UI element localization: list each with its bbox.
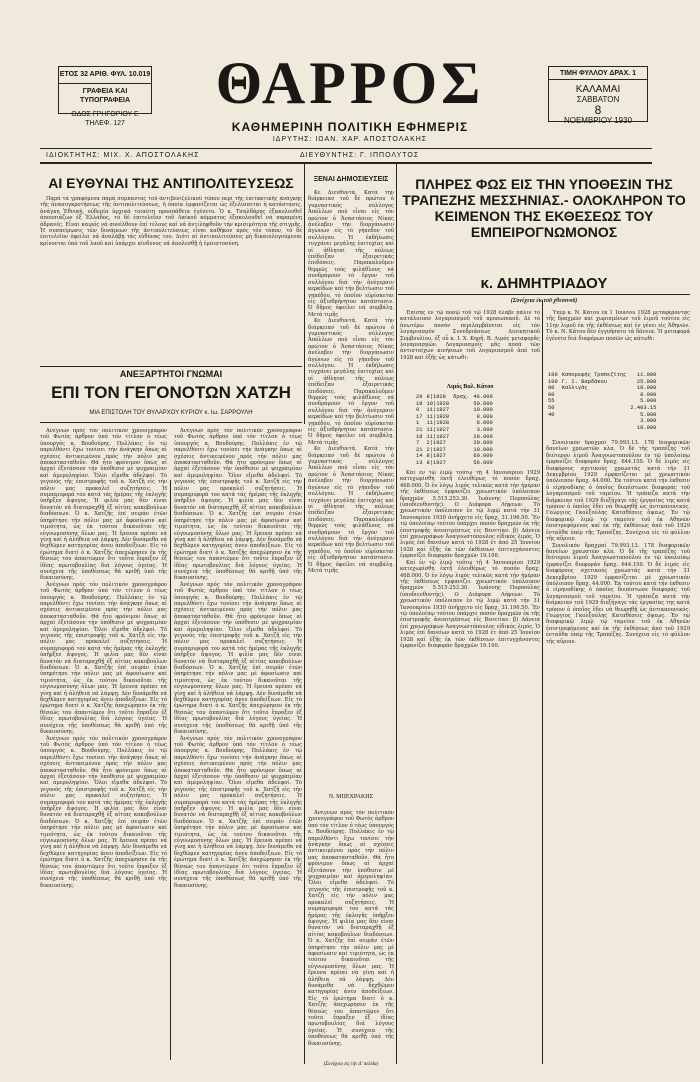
table2-cell: 10.000	[636, 424, 657, 431]
article3-body-left2: Καί ἐν τῷ λιμῷ τοῦτῳ τῇ 4 Ἰανουαρίου 1929 κατεχωρίσθη ἐκτῆ ἐλευθέρως τό ποσόν δραχ. 468.000. Ὁ ἐν λόγῳ λιμός τελικῶς κατά τήν ἡμέραν τῆς ἐκθέσεως ἐμφανίζει χρεωστικόν ὑπόλοιπον δραχμῶν 5.515.253.30. Ἰωάννης Πορπούλας (ὑποδιευθυντής). Ο Διάφορα Λήψεων. Τό χρεωστικόν ὑπόλοιπον ἐν τῷ λιμῷ κατά τήν 31 Ἰανουαρίου 1930 ἀνήρχετο εἰς δραχ. 31.196.50. Ἔν τῷ ὑπολοίπῳ τούτου ὑπάρχει ποσόν δραχμῶν ἐκ τῆς ἐπιστροφῆς ἀνεπιτρέπτως εἰς Βενετίαν. β) Δάνεια ἐπί χρεωγράφων Ἀναγνωστόπουλος εἰδικός λιμός. Ὁ λιμός ἐπί δανείων κατά τό 1928 ἐτ ἀπό 25 Ἰουνίου 1928 καί ἑξῆς ἐκ τῶν ἐκθέσεων ἐπιτυγχάνοντες ἐμφανίζει διαφοράν δραχμῶν 19.100. Καί ἐν τῷ λιμῷ τοῦτῳ τῇ 4 Ἰανουαρίου 1929 κατεχωρίσθη ἐκτῆ ἐλευθέρως τό ποσόν δραχ. 468.000. Ὁ ἐν λόγῳ λιμός τελικῶς κατά τήν ἡμέραν τῆς ἐκθέσεως ἐμφανίζει χρεωστικόν ὑπόλοιπον δραχμῶν 5.515.253.30. Ἰωάννης Πορπούλας (ὑποδιευθυντής). Ο Διάφορα Λήψεων. Τό χρεωστικόν ὑπόλοιπον ἐν τῷ λιμῷ κατά τήν 31 Ἰανουαρίου 1930 ἀνήρχετο εἰς δραχ. 31.196.50. Ἔν τῷ ὑπολοίπῳ τούτου ὑπάρχει ποσόν δραχμῶν ἐκ τῆς ἐπιστροφῆς ἀνεπιτρέπτως εἰς Βενετίαν. β) Δάνεια ἐπί χρεωγράφων Ἀναγνωστόπουλος εἰδικός λιμός. Ὁ λιμός ἐπί δανείων κατά τό 1928 ἐτ ἀπό 25 Ἰουνίου 1928 καί ἑξῆς ἐκ τῶν ἐκθέσεων ἐπιτυγχάνοντες ἐμφανίζει διαφοράν δραχμῶν 19.100.	[400, 470, 540, 649]
table2-cell: 10.000	[636, 385, 657, 392]
article3-headline: ΠΛΗΡΕΣ ΦΩΣ ΕΙΣ ΤΗΝ ΥΠΟΘΕΣΙΝ ΤΗΣ ΤΡΑΠΕΖΗΣ ΜΕΣΣΗΝΙΑΣ.- ΟΛΟΚΛΗΡΟΝ ΤΟ ΚΕΙΜΕΝΟΝ ΤΗΣ ΕΚΘΕΣΕΩΣ ΤΟΥ ΕΜΠΕΙΡΟΓΝΩΜΟΝΟΣ	[402, 176, 686, 240]
table1-cell: 2|1927	[426, 446, 446, 453]
table2-row	[546, 392, 658, 399]
article2-byline: ΜΙΑ ΕΠΙΣΤΟΛΗ ΤΟΥ ΘΥΛΑΡΧΟΥ ΚΥΡΙΟΥ κ. Ιω. ΣΑΡΡΟΥΛΗ	[89, 410, 253, 416]
table2-cell: Καπορεφής Τραπεζίτης	[561, 372, 627, 378]
director-line: ΔΙΕΥΘΥΝΤΗΣ: Γ. ΙΠΠΟΛΥΤΟΣ	[300, 152, 420, 159]
column1-signature: Ν. ΜΠΕΧΡΑΚΗΣ	[328, 794, 374, 800]
table2-cell: 100	[548, 372, 558, 378]
founder-line: ΙΔΡΥΤΗΣ: ΙΩΑΝ. ΧΑΡ. ΑΠΟΣΤΟΛΑΚΗΣ	[272, 136, 428, 143]
article3-table-title: Λιμός Βαλ. Κάτου	[446, 384, 494, 390]
table1-cell: 11|1928	[426, 413, 450, 420]
table1-row	[414, 447, 495, 454]
table1-cell: 11|1927	[426, 426, 450, 433]
table2-cell	[546, 418, 560, 425]
table1-cell: 46.000	[473, 394, 493, 400]
table2-cell: 25.000	[636, 378, 657, 385]
table2-row	[546, 372, 658, 379]
section-label: ΑΝΕΞΑΡΤΗΤΟΙ ΓΝΩΜΑΙ	[119, 369, 223, 379]
table2-cell	[560, 412, 629, 419]
table1-cell: 8|1928	[426, 394, 446, 400]
table1-row	[414, 420, 495, 427]
article2-body-col2: Ἀνέγνων πρός τόν πολιτικόν χρονογράφον τοῦ Φωτὸς ἀρθρον ὑπό τόν τίτλον ὁ τέως ὑπουργός κ. Βουδούρης. Πολλάκις ἐν τῷ παρελθόντι ἔχω τονίσει τήν ἀνάγκην ὅπως αἱ σχέσεις ἀντικειμένου πρός τήν πόλιν μας ἀποκατασταθοῦν. Θά ἦτο φρόνιμον ὅπως αἱ ἀρχαί ἐξετάσουν τήν ὑπόθεσιν μέ ψυχραιμίαν καί ἀμεροληψίαν. Ὅλοι εἴμεθα ἀδελφοί. Τό γεγονός τῆς ἐπιστροφῆς τοῦ κ. Χατζῆ εἰς τήν πόλιν μας προκαλεῖ συζητήσεις. Ἡ συμπεριφορά του κατά τάς ἡμέρας τῆς ἐκλογῆς ὑπῆρξεν ἄψογος. Ἡ φιλία μας δέν εἶναι δυνατόν νά διαταραχθῇ ἐξ αἰτίας κακοβούλων διαδόσεων. Ὁ κ. Χατζῆς ἐπί σειράν ἐτῶν ὑπηρέτησε τήν πόλιν μας μέ ἀφοσίωσιν καί τιμιότητα, ὡς ἐκ τούτου δικαιοῦται τῆς εὐγνωμοσύνης ὅλων μας. Ἡ ἔρευνα πρέπει νά γίνῃ καί ἡ ἀλήθεια νά λάμψῃ. Δέν δυνάμεθα νά δεχθῶμεν κατηγορίας ἀνευ ἀποδείξεων. Εἰς τό ἐρώτημα διατί ὁ κ. Χατζῆς ἀπεχώρησεν ἐκ τῆς θέσεώς του ἀπαντῶμεν ὅτι τοῦτο ἔπραξεν ἐξ ἰδίας πρωτοβουλίας διά λόγους ὑγείας. Ἡ συνέχεια τῆς ὑποθέσεως θά κριθῇ ὑπό τῆς δικαιοσύνης. Ἀνέγνων πρός τόν πολιτικόν χρονογράφον τοῦ Φωτὸς ἀρθρον ὑπό τόν τίτλον ὁ τέως ὑπουργός κ. Βουδούρης. Πολλάκις ἐν τῷ παρελθόντι ἔχω τονίσει τήν ἀνάγκην ὅπως αἱ σχέσεις ἀντικειμένου πρός τήν πόλιν μας ἀποκατασταθοῦν. Θά ἦτο φρόνιμον ὅπως αἱ ἀρχαί ἐξετάσουν τήν ὑπόθεσιν μέ ψυχραιμίαν καί ἀμεροληψίαν. Ὅλοι εἴμεθα ἀδελφοί. Τό γεγονός τῆς ἐπιστροφῆς τοῦ κ. Χατζῆ εἰς τήν πόλιν μας προκαλεῖ συζητήσεις. Ἡ συμπεριφορά του κατά τάς ἡμέρας τῆς ἐκλογῆς ὑπῆρξεν ἄψογος. Ἡ φιλία μας δέν εἶναι δυνατόν νά διαταραχθῇ ἐξ αἰτίας κακοβούλων διαδόσεων. Ὁ κ. Χατζῆς ἐπί σειράν ἐτῶν ὑπηρέτησε τήν πόλιν μας μέ ἀφοσίωσιν καί τιμιότητα, ὡς ἐκ τούτου δικαιοῦται τῆς εὐγνωμοσύνης ὅλων μας. Ἡ ἔρευνα πρέπει νά γίνῃ καί ἡ ἀλήθεια νά λάμψῃ. Δέν δυνάμεθα νά δεχθῶμεν κατηγορίας ἀνευ ἀποδείξεων. Εἰς τό ἐρώτημα διατί ὁ κ. Χατζῆς ἀπεχώρησεν ἐκ τῆς θέσεώς του ἀπαντῶμεν ὅτι τοῦτο ἔπραξεν ἐξ ἰδίας πρωτοβουλίας διά λόγους ὑγείας. Ἡ συνέχεια τῆς ὑποθέσεως θά κριθῇ ὑπό τῆς δικαιοσύνης. Ἀνέγνων πρός τόν πολιτικόν χρονογράφον τοῦ Φωτὸς ἀρθρον ὑπό τόν τίτλον ὁ τέως ὑπουργός κ. Βουδούρης. Πολλάκις ἐν τῷ παρελθόντι ἔχω τονίσει τήν ἀνάγκην ὅπως αἱ σχέσεις ἀντικειμένου πρός τήν πόλιν μας ἀποκατασταθοῦν. Θά ἦτο φρόνιμον ὅπως αἱ ἀρχαί ἐξετάσουν τήν ὑπόθεσιν μέ ψυχραιμίαν καί ἀμεροληψίαν. Ὅλοι εἴμεθα ἀδελφοί. Τό γεγονός τῆς ἐπιστροφῆς τοῦ κ. Χατζῆ εἰς τήν πόλιν μας προκαλεῖ συζητήσεις. Ἡ συμπεριφορά του κατά τάς ἡμέρας τῆς ἐκλογῆς ὑπῆρξεν ἄψογος. Ἡ φιλία μας δέν εἶναι δυνατόν νά διαταραχθῇ ἐξ αἰτίας κακοβούλων διαδόσεων. Ὁ κ. Χατζῆς ἐπί σειράν ἐτῶν ὑπηρέτησε τήν πόλιν μας μέ ἀφοσίωσιν καί τιμιότητα, ὡς ἐκ τούτου δικαιοῦται τῆς εὐγνωμοσύνης ὅλων μας. Ἡ ἔρευνα πρέπει νά γίνῃ καί ἡ ἀλήθεια νά λάμψῃ. Δέν δυνάμεθα νά δεχθῶμεν κατηγορίας ἀνευ ἀποδείξεων. Εἰς τό ἐρώτημα διατί ὁ κ. Χατζῆς ἀπεχώρησεν ἐκ τῆς θέσεώς του ἀπαντῶμεν ὅτι τοῦτο ἔπραξεν ἐξ ἰδίας πρωτοβουλίας διά λόγους ὑγείας. Ἡ συνέχεια τῆς ὑποθέσεως θά κριθῇ ὑπό τῆς δικαιοσύνης.	[174, 428, 302, 889]
table1-cell: 7	[416, 440, 420, 447]
table2-cell: 55	[548, 398, 555, 405]
table1-cell: 2|1927	[426, 440, 446, 447]
table1-row	[414, 394, 495, 401]
table1-cell: 18	[416, 433, 423, 440]
table2-cell: 40	[548, 411, 555, 418]
table2-row	[546, 405, 658, 412]
table1-cell	[451, 440, 471, 447]
table1-row	[414, 460, 495, 467]
table1-cell: 14	[416, 453, 423, 460]
article3-continues: (Συνέχεια εἰς τήν Δ' σελίδα)	[323, 1062, 379, 1067]
table1-cell: δραχ.	[453, 394, 470, 400]
price-label: ΤΙΜΗ ΦΥΛΛΟΥ ΔΡΑΧ. 1	[559, 70, 637, 77]
article3-name: κ. ΔΗΜΗΤΡΙΑΔΟΥ	[480, 275, 608, 292]
date-box	[548, 66, 648, 125]
column1-label: ΞΕΝΑΙ ΔΗΜΟΣΙΕΥΣΕΙΣ	[313, 176, 389, 183]
table1-cell: 10.000	[473, 407, 493, 414]
table1-cell: 20.000	[473, 440, 493, 447]
issue-number: ΕΤΟΣ 32 ΑΡΙΘ. ΦΥΛ. 10.019	[59, 71, 151, 78]
table2-cell	[546, 425, 560, 432]
table1-cell: 11|1927	[426, 407, 450, 414]
table2-cell: 5.000	[640, 398, 657, 405]
table1-cell: 1	[416, 420, 420, 427]
table1-cell: 9	[416, 407, 420, 414]
article2-headline: ΕΠΙ ΤΟΝ ΓΕΓΟΝΟΤΩΝ ΧΑΤΖΗ	[51, 383, 291, 402]
table1-cell: 11|1928	[426, 420, 450, 427]
city-label: ΚΑΛΑΜΑΙ	[575, 84, 621, 95]
table1-cell	[451, 447, 471, 454]
article3-body-right2: Συνολικόν δραχμαί 79.993.13. 178 διαφορικῶν δανείων χρεωστῶν κλπ. Ὁ δέ τῆς τραπέζης τοῦ δεύτερου λιμοῦ Ἀναγνωστοπούλου ἐν τῷ ὑπολοίπῳ ἐμφανίζει διαφοράν δραχ. 644.150. Ὁ δέ λιμός εἰς διαφόρους σχετικούς χρεωστάς κατά τήν 31 Δεκεμβρίου 1929 ἐμφανίζεται μέ χρεωστικόν ὑπόλοιπον δραχ. 44.000. Ἐκ τούτου κατά τήν ἐκθεσιν ὁ εἰρηνοδίκης ὁ ὁποῖος διεπίστωσε διαφοράς τοῦ λογαριασμοῦ τοῦ ταμείου. Ἡ τράπεζα κατά τήν διάρκειαν τοῦ 1929 διεξήγαγε τάς ἐργασίας της κατά τρόπον ὁ ὁποῖος ἔδει νά θεωρηθῇ ὡς ἀντικανονικός. Γεώργιος Γκολξούλης Καταθέσεις ὄψεως. Ἐν τῷ διαφορικῷ λιμῷ τῷ ταμείου τοῦ ἐκ Αθηνῶν ἐπιστρεφόμενος καί ἐκ τῆς ἐκθέσεως ἀπό τοῦ 1929 ἐνταῦθα ὑπέρ τῆς Τραπέζης. Συνέχεια εἰς τό φύλλον τῆς αὔριον. Συνολικόν δραχμαί 79.993.13. 178 διαφορικῶν δανείων χρεωστῶν κλπ. Ὁ δέ τῆς τραπέζης τοῦ δεύτερου λιμοῦ Ἀναγνωστοπούλου ἐν τῷ ὑπολοίπῳ ἐμφανίζει διαφοράν δραχ. 644.150. Ὁ δέ λιμός εἰς διαφόρους σχετικούς χρεωστάς κατά τήν 31 Δεκεμβρίου 1929 ἐμφανίζεται μέ χρεωστικόν ὑπόλοιπον δραχ. 44.000. Ἐκ τούτου κατά τήν ἐκθεσιν ὁ εἰρηνοδίκης ὁ ὁποῖος διεπίστωσε διαφοράς τοῦ λογαριασμοῦ τοῦ ταμείου. Ἡ τράπεζα κατά τήν διάρκειαν τοῦ 1929 διεξήγαγε τάς ἐργασίας της κατά τρόπον ὁ ὁποῖος ἔδει νά θεωρηθῇ ὡς ἀντικανονικός. Γεώργιος Γκολξούλης Καταθέσεις ὄψεως. Ἐν τῷ διαφορικῷ λιμῷ τῷ ταμείου τοῦ ἐκ Αθηνῶν ἐπιστρεφόμενος καί ἐκ τῆς ἐκθέσεως ἀπό τοῦ 1929 ἐνταῦθα ὑπέρ τῆς Τραπέζης. Συνέχεια εἰς τό φύλλον τῆς αὔριον.	[546, 440, 690, 645]
table2-cell: 11.000	[636, 372, 657, 378]
table2-cell: Γ. Ι. Βαρδάκου	[561, 378, 608, 385]
newspaper-title: ΘΑΡΡΟΣ	[215, 50, 485, 116]
table1-cell: 13	[416, 459, 423, 466]
table1-row	[414, 427, 495, 434]
table1-row	[414, 440, 495, 447]
table1-row	[414, 401, 495, 408]
column1-body: Κε Διευθυντά, Κατά τήν διάρκειαν τοῦ δέ πρώτου ὁ γυμναστικός σύλλογος Ἀπόλλων πού εἶναι εἰς τόν πρώτον ὁ Ἀναστάσιος Νίκας ἀνέλαβεν τήν διοργάνωσιν ἀγώνων εἰς τό γήπεδον τοῦ συλλόγου. Ἡ ἐκδήλωσις τυγχάνει μεγάλης ἐπιτυχίας καί οἱ ἀθληταί τῆς πόλεως ἐπέδειξαν ἐξαιρετικάς ἐπιδόσεις. Παρακαλοῦμεν θερμῶς τούς φιλάθλους νά συνδράμουν τό ἔργον τοῦ συλλόγου διά τήν ἀνέγερσιν κερκίδων καί τήν βελτίωσιν τοῦ γηπέδου, τό ὁποῖον εὑρίσκεται εἰς ἀξιοθρήνητον κατάστασιν. Ὁ δῆμος ὀφείλει νά συμβάλῃ. Μετά τιμῆς Κε Διευθυντά, Κατά τήν διάρκειαν τοῦ δέ πρώτου ὁ γυμναστικός σύλλογος Ἀπόλλων πού εἶναι εἰς τόν πρώτον ὁ Ἀναστάσιος Νίκας ἀνέλαβεν τήν διοργάνωσιν ἀγώνων εἰς τό γήπεδον τοῦ συλλόγου. Ἡ ἐκδήλωσις τυγχάνει μεγάλης ἐπιτυχίας καί οἱ ἀθληταί τῆς πόλεως ἐπέδειξαν ἐξαιρετικάς ἐπιδόσεις. Παρακαλοῦμεν θερμῶς τούς φιλάθλους νά συνδράμουν τό ἔργον τοῦ συλλόγου διά τήν ἀνέγερσιν κερκίδων καί τήν βελτίωσιν τοῦ γηπέδου, τό ὁποῖον εὑρίσκεται εἰς ἀξιοθρήνητον κατάστασιν. Ὁ δῆμος ὀφείλει νά συμβάλῃ. Μετά τιμῆς Κε Διευθυντά, Κατά τήν διάρκειαν τοῦ δέ πρώτου ὁ γυμναστικός σύλλογος Ἀπόλλων πού εἶναι εἰς τόν πρώτον ὁ Ἀναστάσιος Νίκας ἀνέλαβεν τήν διοργάνωσιν ἀγώνων εἰς τό γήπεδον τοῦ συλλόγου. Ἡ ἐκδήλωσις τυγχάνει μεγάλης ἐπιτυχίας καί οἱ ἀθληταί τῆς πόλεως ἐπέδειξαν ἐξαιρετικάς ἐπιδόσεις. Παρακαλοῦμεν θερμῶς τούς φιλάθλους νά συνδράμουν τό ἔργον τοῦ συλλόγου διά τήν ἀνέγερσιν κερκίδων καί τήν βελτίωσιν τοῦ γηπέδου, τό ὁποῖον εὑρίσκεται εἰς ἀξιοθρήνητον κατάστασιν. Ὁ δῆμος ὀφείλει νά συμβάλῃ. Μετά τιμῆς	[308, 190, 394, 574]
table1-cell	[451, 453, 471, 460]
table1-cell: 18	[416, 400, 423, 407]
table1-cell	[451, 401, 471, 408]
table1-cell: 10.000	[473, 446, 493, 453]
owner-line: ΙΔΙΟΚΤΗΤΗΣ: ΜΙΧ. Χ. ΑΠΟΣΤΟΛΑΚΗΣ	[46, 152, 200, 159]
table1-cell: 17	[416, 413, 423, 420]
table2-cell: 8.000	[640, 391, 657, 398]
day-number: 8	[594, 103, 602, 117]
table1-cell: 60.000	[473, 453, 493, 460]
table1-cell: 8|1927	[426, 459, 446, 466]
date-label: ΝΟΕΜΒΡΙΟΥ 1930	[563, 116, 633, 125]
article3-body-right: Ὑπέρ κ. Ν. Κάτου ἐκ 1 Ἰουνίου 1928 μεταφέροντας τῆς δραχμῶν καί χωρισμένων τοῦ λιμοῦ τούτου εἰς 11ην λιμοῦ ἐκ τῆς ἐκθέσεως καί ἐν γένει εἰς Ἀθηνῶν. Τό κ. Ν. Κάτου δέν ἐγγυήσατο τά δάνεια. Ἡ μεταφορά ἐγένετο διά διαφόρων ποσῶν ὡς κάτωθι:	[546, 310, 690, 342]
table2-cell: 80	[548, 391, 555, 398]
table1-row	[414, 434, 495, 441]
table1-cell: 8.000	[476, 413, 493, 420]
table2-cell	[560, 425, 629, 432]
article1-body: Παρά τά γραφόμενα παρά σύμπαντος τοῦ ἀντιβενιζελικοῦ τύπου περί τῆς ἐπιτακτικῆς ἀνάγκης τῆς ἀνασυγκροτήσεως τῆς ἀντιπολιτεύσεως, ἡ ὁποία ἐμφανίζεται ὡς ἐξελίσσεται ἡ κατάστασις, ἀνάγκη Ἐθνική, οὐδεμία ἀρχικά τοιαύτη προσπάθεια ἐγένετο. Ὁ κ. Τσαλδάρης ἐξακολουθεῖ ἀπουσιάζων ἐξ Ἑλλάδος, τό δέ ἐπιτελεῖον τοῦ Λαϊκοῦ κόμματος ἐξακολουθεῖ νά παραμένῃ ἀδρανές. Εἶναι καιρός νά συνέλθουν ἐπί τέλους καί νά ἀντιληφθοῦν τήν κρισιμότητα τῆς στιγμῆς. Ἡ συσπείρωσις τῶν δυνάμεων τῆς ἀντιπολιτεύσεως εἶναι καθῆκον πρός τόν τόπον, τό δέ ἐπιτελεῖον ὀφείλει νά ἀναλάβῃ τάς εὐθύνας του. Διότι αἱ ἀντιπολιτεύσεις μή δικαιολογούμεναι κρίνονται ὑπό τοῦ λαοῦ καί ὑπάρχει κίνδυνος νά ἀπολεσθῇ ἡ ἐμπιστοσύνη.	[40, 196, 302, 247]
table2-row	[546, 425, 658, 432]
table1-cell: 21	[416, 426, 423, 433]
table1-cell	[451, 434, 471, 441]
article1-headline: ΑΙ ΕΥΘΥΝΑΙ ΤΗΣ ΑΝΤΙΠΟΛΙΤΕΥΣΕΩΣ	[48, 175, 294, 191]
table1-cell	[451, 427, 471, 434]
table2-row	[546, 398, 658, 405]
table2-cell	[560, 392, 629, 399]
offices-label: ΓΡΑΦΕΙΑ ΚΑΙ ΤΥΠΟΓΡΑΦΕΙΑ	[79, 88, 131, 104]
table1-cell: 56.000	[473, 459, 493, 466]
article3-continued-from: (Συνέχεια ἐκ τοῦ χθεσινοῦ)	[510, 298, 578, 304]
table1-cell	[451, 420, 471, 427]
table1-cell	[451, 407, 471, 414]
table1-cell	[451, 414, 471, 421]
article3-table	[414, 394, 495, 467]
column1-body-more: Ἀνέγνων πρός τόν πολιτικόν χρονογράφον τοῦ Φωτὸς ἀρθρον ὑπό τόν τίτλον ὁ τέως ὑπουργός κ. Βουδούρης. Πολλάκις ἐν τῷ παρελθόντι ἔχω τονίσει τήν ἀνάγκην ὅπως αἱ σχέσεις ἀντικειμένου πρός τήν πόλιν μας ἀποκατασταθοῦν. Θά ἦτο φρόνιμον ὅπως αἱ ἀρχαί ἐξετάσουν τήν ὑπόθεσιν μέ ψυχραιμίαν καί ἀμεροληψίαν. Ὅλοι εἴμεθα ἀδελφοί. Τό γεγονός τῆς ἐπιστροφῆς τοῦ κ. Χατζῆ εἰς τήν πόλιν μας προκαλεῖ συζητήσεις. Ἡ συμπεριφορά του κατά τάς ἡμέρας τῆς ἐκλογῆς ὑπῆρξεν ἄψογος. Ἡ φιλία μας δέν εἶναι δυνατόν νά διαταραχθῇ ἐξ αἰτίας κακοβούλων διαδόσεων. Ὁ κ. Χατζῆς ἐπί σειράν ἐτῶν ὑπηρέτησε τήν πόλιν μας μέ ἀφοσίωσιν καί τιμιότητα, ὡς ἐκ τούτου δικαιοῦται τῆς εὐγνωμοσύνης ὅλων μας. Ἡ ἔρευνα πρέπει νά γίνῃ καί ἡ ἀλήθεια νά λάμψῃ. Δέν δυνάμεθα νά δεχθῶμεν κατηγορίας ἀνευ ἀποδείξεων. Εἰς τό ἐρώτημα διατί ὁ κ. Χατζῆς ἀπεχώρησεν ἐκ τῆς θέσεώς του ἀπαντῶμεν ὅτι τοῦτο ἔπραξεν ἐξ ἰδίας πρωτοβουλίας διά λόγους ὑγείας. Ἡ συνέχεια τῆς ὑποθέσεως θά κριθῇ ὑπό τῆς δικαιοσύνης.	[308, 810, 394, 1047]
table1-cell: 8.000	[476, 420, 493, 427]
table2-cell: 80	[548, 385, 555, 392]
table2-row	[546, 412, 658, 419]
table2-cell: 50	[548, 404, 555, 411]
table1-cell: 29	[416, 394, 423, 400]
day-label: ΣΑΒΒΑΤΟΝ	[576, 95, 620, 104]
article2-body-col1: Ἀνέγνων πρός τόν πολιτικόν χρονογράφον τοῦ Φωτὸς ἀρθρον ὑπό τόν τίτλον ὁ τέως ὑπουργός κ. Βουδούρης. Πολλάκις ἐν τῷ παρελθόντι ἔχω τονίσει τήν ἀνάγκην ὅπως αἱ σχέσεις ἀντικειμένου πρός τήν πόλιν μας ἀποκατασταθοῦν. Θά ἦτο φρόνιμον ὅπως αἱ ἀρχαί ἐξετάσουν τήν ὑπόθεσιν μέ ψυχραιμίαν καί ἀμεροληψίαν. Ὅλοι εἴμεθα ἀδελφοί. Τό γεγονός τῆς ἐπιστροφῆς τοῦ κ. Χατζῆ εἰς τήν πόλιν μας προκαλεῖ συζητήσεις. Ἡ συμπεριφορά του κατά τάς ἡμέρας τῆς ἐκλογῆς ὑπῆρξεν ἄψογος. Ἡ φιλία μας δέν εἶναι δυνατόν νά διαταραχθῇ ἐξ αἰτίας κακοβούλων διαδόσεων. Ὁ κ. Χατζῆς ἐπί σειράν ἐτῶν ὑπηρέτησε τήν πόλιν μας μέ ἀφοσίωσιν καί τιμιότητα, ὡς ἐκ τούτου δικαιοῦται τῆς εὐγνωμοσύνης ὅλων μας. Ἡ ἔρευνα πρέπει νά γίνῃ καί ἡ ἀλήθεια νά λάμψῃ. Δέν δυνάμεθα νά δεχθῶμεν κατηγορίας ἀνευ ἀποδείξεων. Εἰς τό ἐρώτημα διατί ὁ κ. Χατζῆς ἀπεχώρησεν ἐκ τῆς θέσεώς του ἀπαντῶμεν ὅτι τοῦτο ἔπραξεν ἐξ ἰδίας πρωτοβουλίας διά λόγους ὑγείας. Ἡ συνέχεια τῆς ὑποθέσεως θά κριθῇ ὑπό τῆς δικαιοσύνης. Ἀνέγνων πρός τόν πολιτικόν χρονογράφον τοῦ Φωτὸς ἀρθρον ὑπό τόν τίτλον ὁ τέως ὑπουργός κ. Βουδούρης. Πολλάκις ἐν τῷ παρελθόντι ἔχω τονίσει τήν ἀνάγκην ὅπως αἱ σχέσεις ἀντικειμένου πρός τήν πόλιν μας ἀποκατασταθοῦν. Θά ἦτο φρόνιμον ὅπως αἱ ἀρχαί ἐξετάσουν τήν ὑπόθεσιν μέ ψυχραιμίαν καί ἀμεροληψίαν. Ὅλοι εἴμεθα ἀδελφοί. Τό γεγονός τῆς ἐπιστροφῆς τοῦ κ. Χατζῆ εἰς τήν πόλιν μας προκαλεῖ συζητήσεις. Ἡ συμπεριφορά του κατά τάς ἡμέρας τῆς ἐκλογῆς ὑπῆρξεν ἄψογος. Ἡ φιλία μας δέν εἶναι δυνατόν νά διαταραχθῇ ἐξ αἰτίας κακοβούλων διαδόσεων. Ὁ κ. Χατζῆς ἐπί σειράν ἐτῶν ὑπηρέτησε τήν πόλιν μας μέ ἀφοσίωσιν καί τιμιότητα, ὡς ἐκ τούτου δικαιοῦται τῆς εὐγνωμοσύνης ὅλων μας. Ἡ ἔρευνα πρέπει νά γίνῃ καί ἡ ἀλήθεια νά λάμψῃ. Δέν δυνάμεθα νά δεχθῶμεν κατηγορίας ἀνευ ἀποδείξεων. Εἰς τό ἐρώτημα διατί ὁ κ. Χατζῆς ἀπεχώρησεν ἐκ τῆς θέσεώς του ἀπαντῶμεν ὅτι τοῦτο ἔπραξεν ἐξ ἰδίας πρωτοβουλίας διά λόγους ὑγείας. Ἡ συνέχεια τῆς ὑποθέσεως θά κριθῇ ὑπό τῆς δικαιοσύνης. Ἀνέγνων πρός τόν πολιτικόν χρονογράφον τοῦ Φωτὸς ἀρθρον ὑπό τόν τίτλον ὁ τέως ὑπουργός κ. Βουδούρης. Πολλάκις ἐν τῷ παρελθόντι ἔχω τονίσει τήν ἀνάγκην ὅπως αἱ σχέσεις ἀντικειμένου πρός τήν πόλιν μας ἀποκατασταθοῦν. Θά ἦτο φρόνιμον ὅπως αἱ ἀρχαί ἐξετάσουν τήν ὑπόθεσιν μέ ψυχραιμίαν καί ἀμεροληψίαν. Ὅλοι εἴμεθα ἀδελφοί. Τό γεγονός τῆς ἐπιστροφῆς τοῦ κ. Χατζῆ εἰς τήν πόλιν μας προκαλεῖ συζητήσεις. Ἡ συμπεριφορά του κατά τάς ἡμέρας τῆς ἐκλογῆς ὑπῆρξεν ἄψογος. Ἡ φιλία μας δέν εἶναι δυνατόν νά διαταραχθῇ ἐξ αἰτίας κακοβούλων διαδόσεων. Ὁ κ. Χατζῆς ἐπί σειράν ἐτῶν ὑπηρέτησε τήν πόλιν μας μέ ἀφοσίωσιν καί τιμιότητα, ὡς ἐκ τούτου δικαιοῦται τῆς εὐγνωμοσύνης ὅλων μας. Ἡ ἔρευνα πρέπει νά γίνῃ καί ἡ ἀλήθεια νά λάμψῃ. Δέν δυνάμεθα νά δεχθῶμεν κατηγορίας ἀνευ ἀποδείξεων. Εἰς τό ἐρώτημα διατί ὁ κ. Χατζῆς ἀπεχώρησεν ἐκ τῆς θέσεώς του ἀπαντῶμεν ὅτι τοῦτο ἔπραξεν ἐξ ἰδίας πρωτοβουλίας διά λόγους ὑγείας. Ἡ συνέχεια τῆς ὑποθέσεως θά κριθῇ ὑπό τῆς δικαιοσύνης.	[40, 428, 167, 889]
table1-cell: 50.000	[473, 400, 493, 407]
table2-cell: 100	[548, 378, 558, 385]
table1-cell: 20.000	[473, 433, 493, 440]
table2-cell: 2.403.15	[630, 404, 657, 411]
table1-row	[414, 414, 495, 421]
issue-info-box	[58, 66, 152, 127]
table2-row	[546, 418, 658, 425]
table2-cell: 3.000	[640, 418, 657, 425]
table2-cell: 5.000	[640, 411, 657, 418]
table1-row	[414, 407, 495, 414]
table2-cell	[560, 405, 629, 412]
table1-cell: 8|1927	[426, 453, 446, 460]
article3-table2	[546, 372, 658, 431]
table2-row	[546, 379, 658, 386]
table1-cell: 11|1927	[426, 433, 450, 440]
table2-cell: Καλλιγάς	[561, 385, 588, 392]
newspaper-subtitle: ΚΑΘΗΜΕΡΙΝΗ ΠΟΛΙΤΙΚΗ ΕΦΗΜΕΡΙΣ	[231, 120, 469, 134]
address-label: ΟΔΟΣ ΓΡΗΓΟΡΙΟΥ Ε ΤΗΛΕΦ. 127	[71, 111, 139, 127]
table1-cell	[451, 460, 471, 467]
table1-row	[414, 453, 495, 460]
article3-body-left: Ἐπίσης ἐν τῷ ποσῷ τοῦ τῷ 1928 ἔλαβε πάλιν τό κατάλοιπον λογαριασμοῦ τοῦ προσωπικοῦ. Δέ τό ἀνωτέρω ποσόν περιλαμβάνεται εἰς τόν λογαριασμόν Συνεδριάσεως Διοικητικοῦ Συμβουλίου, ἐξ οὗ κ. Ι. Χ. Κηρῆ. Β. Λιμός μεταφορᾶς λογαριασμῶν. Λογαριασμοῖς μᾶς ποσά τῶν ἀντιστοίχων κινήσεων τοῦ λογαριασμοῦ ἀπό τοῦ 1928 καί ἑξῆς ὡς κάτωθι:	[400, 310, 540, 361]
table2-row	[546, 385, 658, 392]
table1-cell: 3.000	[476, 426, 493, 433]
table1-cell: 10|1928	[426, 400, 450, 407]
table2-cell	[560, 398, 629, 405]
table2-cell	[560, 418, 629, 425]
table1-cell: 21	[416, 446, 423, 453]
